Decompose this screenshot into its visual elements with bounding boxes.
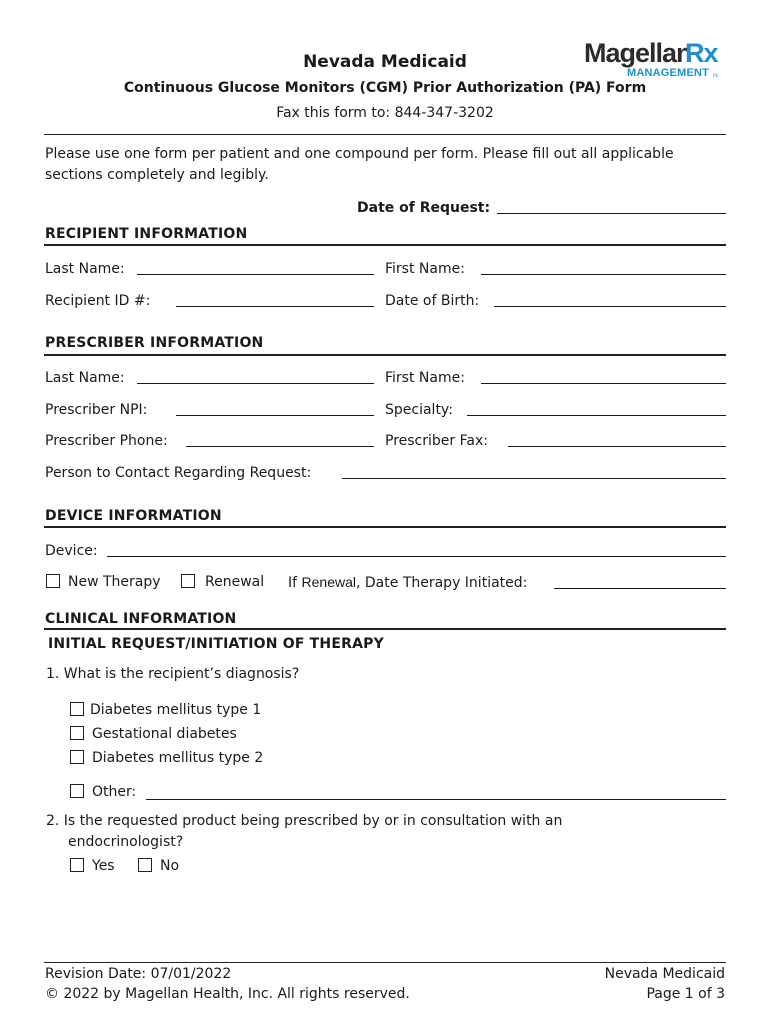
- new-therapy-label: New Therapy: [68, 574, 161, 590]
- recipient-section-rule: [44, 244, 726, 246]
- recipient-first-name-label: First Name:: [385, 261, 465, 277]
- question-1: 1. What is the recipient’s diagnosis?: [46, 666, 300, 682]
- logo-accent-text: Rx: [685, 38, 718, 68]
- device-field[interactable]: [107, 556, 726, 557]
- device-section-rule: [44, 526, 726, 528]
- date-of-request-label: Date of Request:: [357, 200, 491, 216]
- diagnosis-type1-checkbox[interactable]: [70, 702, 84, 716]
- footer-agency: Nevada Medicaid: [604, 966, 725, 982]
- endocrinologist-yes-label: Yes: [92, 858, 115, 874]
- contact-person-label: Person to Contact Regarding Request:: [45, 465, 312, 481]
- renewal-checkbox[interactable]: [181, 574, 195, 588]
- diagnosis-gestational-checkbox[interactable]: [70, 726, 84, 740]
- prescriber-last-name-field[interactable]: [137, 383, 374, 384]
- question-2-line-2: endocrinologist?: [68, 834, 184, 850]
- device-section-heading: DEVICE INFORMATION: [45, 508, 222, 524]
- question-2-line-1: 2. Is the requested product being prescribed by or in consultation with an: [46, 813, 563, 829]
- prescriber-fax-label: Prescriber Fax:: [385, 433, 488, 449]
- renewal-date-suffix: , Date Therapy Initiated:: [356, 575, 528, 591]
- contact-person-field[interactable]: [342, 478, 726, 479]
- prescriber-npi-label: Prescriber NPI:: [45, 402, 148, 418]
- recipient-dob-field[interactable]: [494, 306, 726, 307]
- renewal-label: Renewal: [205, 574, 265, 590]
- prescriber-specialty-field[interactable]: [467, 415, 726, 416]
- instructions-line-1: Please use one form per patient and one compound per form. Please fill out all applicable: [45, 146, 674, 162]
- therapy-initiated-date-field[interactable]: [554, 588, 726, 589]
- new-therapy-checkbox[interactable]: [46, 574, 60, 588]
- prescriber-specialty-label: Specialty:: [385, 402, 453, 418]
- footer-divider: [44, 962, 726, 963]
- diagnosis-other-field[interactable]: [146, 799, 726, 800]
- recipient-id-label: Recipient ID #:: [45, 293, 151, 309]
- endocrinologist-yes-checkbox[interactable]: [70, 858, 84, 872]
- logo-tm-text: llc: [713, 73, 719, 79]
- prescriber-phone-label: Prescriber Phone:: [45, 433, 168, 449]
- date-of-request-field[interactable]: [497, 213, 726, 214]
- prescriber-last-name-label: Last Name:: [45, 370, 125, 386]
- diagnosis-type2-checkbox[interactable]: [70, 750, 84, 764]
- diagnosis-type2-label: Diabetes mellitus type 2: [92, 750, 264, 766]
- renewal-date-label: [288, 574, 527, 592]
- revision-date: Revision Date: 07/01/2022: [45, 966, 232, 982]
- recipient-last-name-field[interactable]: [137, 274, 374, 275]
- endocrinologist-no-label: No: [160, 858, 180, 874]
- clinical-section-heading: CLINICAL INFORMATION: [45, 611, 237, 627]
- renewal-date-prefix: If: [288, 575, 302, 591]
- recipient-id-field[interactable]: [176, 306, 374, 307]
- diagnosis-other-checkbox[interactable]: [70, 784, 84, 798]
- clinical-section-rule: [44, 628, 726, 630]
- prescriber-npi-field[interactable]: [176, 415, 374, 416]
- prescriber-section-rule: [44, 354, 726, 356]
- instructions-line-2: sections completely and legibly.: [45, 167, 269, 183]
- initial-request-subheading: INITIAL REQUEST/INITIATION OF THERAPY: [48, 636, 384, 652]
- logo-sub-text: MANAGEMENT: [627, 67, 710, 79]
- copyright: © 2022 by Magellan Health, Inc. All rights reserved.: [45, 986, 410, 1002]
- prescriber-section-heading: PRESCRIBER INFORMATION: [45, 335, 264, 351]
- fax-number: Fax this form to: 844-347-3202: [276, 105, 494, 121]
- form-subtitle: Continuous Glucose Monitors (CGM) Prior Authorization (PA) Form: [123, 80, 647, 96]
- page-number: Page 1 of 3: [646, 986, 725, 1002]
- prescriber-first-name-field[interactable]: [481, 383, 726, 384]
- diagnosis-other-label: Other:: [92, 784, 137, 800]
- device-label: Device:: [45, 543, 98, 559]
- prescriber-phone-field[interactable]: [186, 446, 374, 447]
- diagnosis-type1-label: Diabetes mellitus type 1: [90, 702, 262, 718]
- recipient-dob-label: Date of Birth:: [385, 293, 480, 309]
- diagnosis-gestational-label: Gestational diabetes: [92, 726, 237, 742]
- page-title: Nevada Medicaid: [303, 52, 467, 72]
- header-divider: [44, 134, 726, 135]
- endocrinologist-no-checkbox[interactable]: [138, 858, 152, 872]
- recipient-first-name-field[interactable]: [481, 274, 726, 275]
- prescriber-fax-field[interactable]: [508, 446, 726, 447]
- logo-main-text: Magellan: [584, 38, 692, 68]
- prescriber-first-name-label: First Name:: [385, 370, 465, 386]
- recipient-last-name-label: Last Name:: [45, 261, 125, 277]
- recipient-section-heading: RECIPIENT INFORMATION: [45, 226, 248, 242]
- renewal-date-keyword: Renewal: [301, 574, 356, 590]
